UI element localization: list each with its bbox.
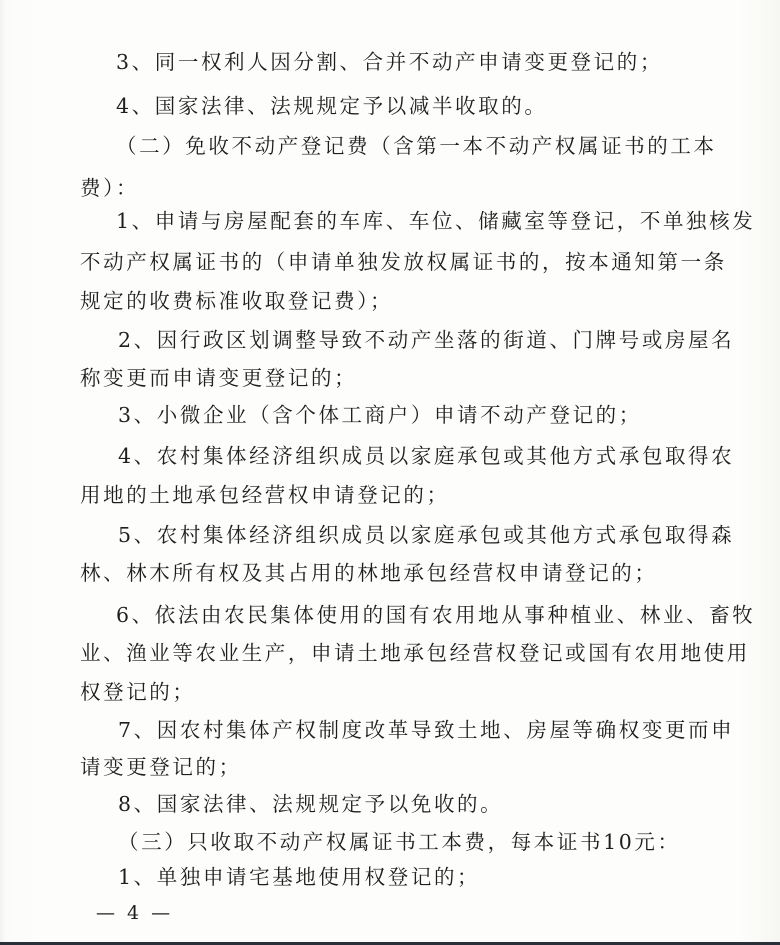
text-line: 业、渔业等农业生产，申请土地承包经营权登记或国有农用地使用	[80, 641, 750, 665]
text-line: 2、因行政区划调整导致不动产坐落的街道、门牌号或房屋名	[118, 328, 735, 352]
text-line: 6、依法由农民集体使用的国有农用地从事种植业、林业、畜牧	[116, 603, 756, 627]
text-line: 4、国家法律、法规规定予以减半收取的。	[116, 94, 548, 118]
text-line: 7、因农村集体产权制度改革导致土地、房屋等确权变更而申	[118, 718, 735, 742]
text-line: 林、林木所有权及其占用的林地承包经营权申请登记的；	[80, 561, 658, 585]
text-line: 权登记的；	[80, 680, 196, 704]
text-line: 3、小微企业（含个体工商户）申请不动产登记的；	[118, 403, 642, 427]
text-line: 1、申请与房屋配套的车库、车位、储藏室等登记，不单独核发	[116, 209, 756, 233]
text-line: （三）只收取不动产权属证书工本费，每本证书10元：	[118, 830, 681, 854]
text-line: 不动产权属证书的（申请单独发放权属证书的，按本通知第一条	[80, 250, 727, 274]
text-line: 请变更登记的；	[80, 755, 242, 779]
text-line: 4、农村集体经济组织成员以家庭承包或其他方式承包取得农	[118, 444, 735, 468]
text-line: 费）：	[80, 176, 140, 200]
text-line: 规定的收费标准收取登记费）；	[80, 289, 394, 313]
text-line: 3、同一权利人因分割、合并不动产申请变更登记的；	[116, 50, 663, 74]
text-line: （二）免收不动产登记费（含第一本不动产权属证书的工本	[116, 134, 717, 158]
text-line: 称变更而申请变更登记的；	[80, 366, 358, 390]
text-line: 8、国家法律、法规规定予以免收的。	[118, 792, 504, 816]
text-line: 1、单独申请宅基地使用权登记的；	[118, 865, 481, 889]
page-number: — 4 —	[96, 902, 174, 924]
text-line: 5、农村集体经济组织成员以家庭承包或其他方式承包取得森	[118, 523, 735, 547]
text-line: 用地的土地承包经营权申请登记的；	[80, 483, 450, 507]
